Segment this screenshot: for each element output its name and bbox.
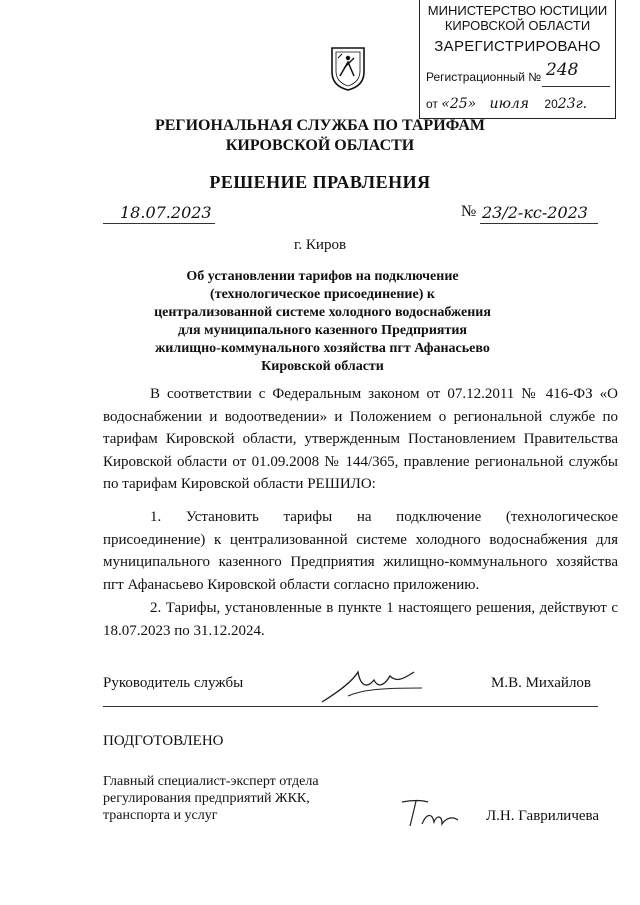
body-paragraph-2: 1. Установить тарифы на подключение (технологическое присоединение) к централизованной системе холодного водоснабжения для муниципального казенного Предприятия жилищно-коммунального хозяйства пгт Афанасьево Кировской области согласно приложению.: [103, 509, 618, 593]
stamp-date-day: «25»: [441, 96, 477, 112]
number-underline: [480, 223, 598, 224]
stamp-reg-underline: [542, 86, 610, 87]
head-name: М.В. Михайлов: [491, 675, 592, 691]
preparer-position-line3: транспорта и услуг: [103, 808, 218, 823]
preparer-position: [103, 773, 319, 824]
body-paragraph-3: 2. Тарифы, установленные в пункте 1 настоящего решения, действуют с 18.07.2023 по 31.12.2024.: [103, 600, 618, 639]
stamp-ministry-line1: МИНИСТЕРСТВО ЮСТИЦИИ: [427, 3, 608, 18]
decision-number-prefix: №: [461, 203, 477, 220]
preparer-position-line1: Главный специалист-эксперт отдела: [103, 774, 319, 789]
date-underline: [103, 223, 215, 224]
org-name-line1: РЕГИОНАЛЬНАЯ СЛУЖБА ПО ТАРИФАМ: [154, 117, 486, 134]
registration-stamp: [419, 0, 616, 119]
preparer-position-line2: регулирования предприятий ЖКК,: [103, 791, 310, 806]
body-paragraph-1: В соответствии с Федеральным законом от 07.12.2011 № 416-ФЗ «О водоснабжении и водоотведении» и Положением о региональной службе по тарифам Кировской области, утвержденным Постановлением Правительства Кировской области от 01.09.2008 № 144/365, правление региональной службы по тарифам Кировской области РЕШИЛО:: [103, 386, 618, 492]
org-name-line2: КИРОВСКОЙ ОБЛАСТИ: [225, 137, 415, 154]
head-position: Руководитель службы: [103, 675, 244, 691]
stamp-date-month: июля: [489, 96, 530, 112]
head-signature: [318, 662, 428, 708]
signature-divider: [103, 706, 598, 707]
prepared-label: ПОДГОТОВЛЕНО: [103, 733, 224, 749]
stamp-reg-number: 248: [546, 60, 579, 80]
coat-of-arms-emblem: [330, 46, 366, 92]
city: г. Киров: [293, 237, 347, 253]
decision-date: 18.07.2023: [120, 203, 212, 222]
stamp-date-year-prefix: 20: [544, 97, 558, 111]
stamp-date-line: [426, 96, 587, 112]
preparer-signature: [398, 796, 468, 830]
document-type: РЕШЕНИЕ ПРАВЛЕНИЯ: [209, 172, 431, 192]
stamp-ministry-line2: КИРОВСКОЙ ОБЛАСТИ: [444, 18, 591, 33]
stamp-reg-label: Регистрационный №: [426, 70, 542, 84]
stamp-date-prefix: от: [426, 97, 438, 111]
decision-number: 23/2-кс-2023: [482, 203, 588, 222]
decision-subject: Об установлении тарифов на подключение (технологическое присоединение) к централизованной системе холодного водоснабжения для муниципального казенного Предприятия жилищно-коммунального хозяйства пгт Афанасьево Кировской области: [154, 269, 491, 374]
stamp-status: ЗАРЕГИСТРИРОВАНО: [434, 38, 601, 55]
preparer-name: Л.Н. Гавриличева: [486, 808, 600, 824]
stamp-date-year-suffix: 23г.: [557, 96, 588, 112]
